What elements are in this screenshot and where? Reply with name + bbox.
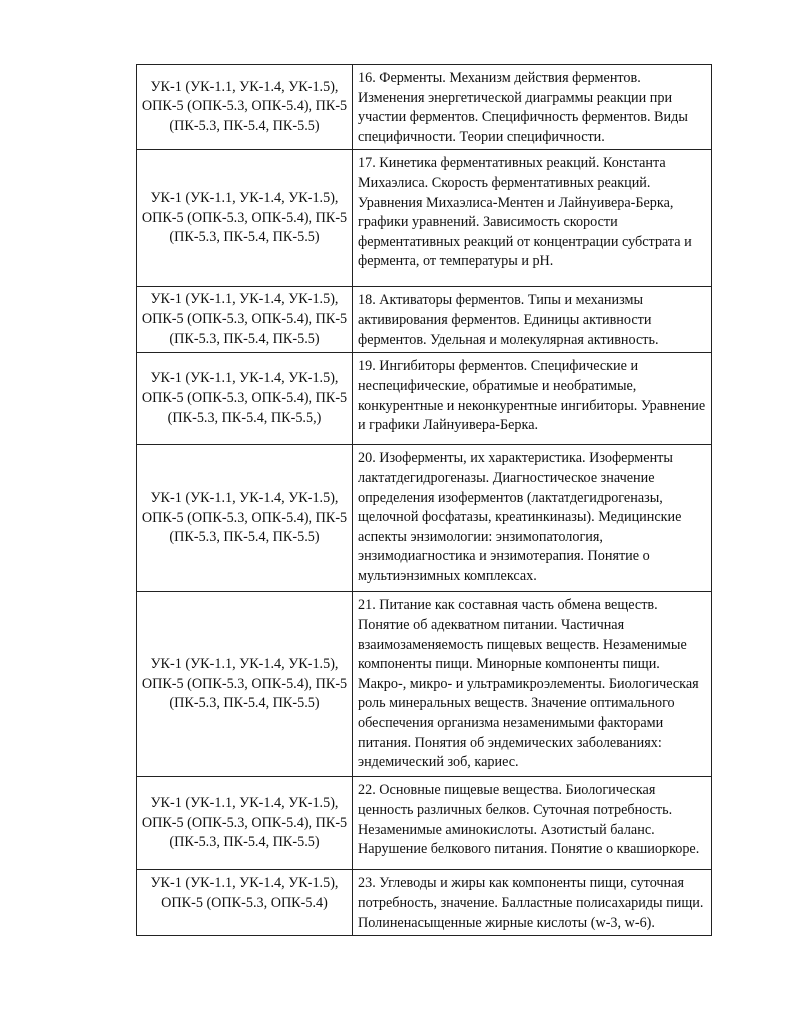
table-row: [137, 592, 712, 777]
competencies-cell: УК-1 (УК-1.1, УК-1.4, УК-1.5), ОПК-5 (ОПК-5.3, ОПК-5.4), ПК-5 (ПК-5.3, ПК-5.4, ПК-5.5): [137, 777, 353, 870]
competencies-cell: УК-1 (УК-1.1, УК-1.4, УК-1.5), ОПК-5 (ОПК-5.3, ОПК-5.4), ПК-5 (ПК-5.3, ПК-5.4, ПК-5.5): [137, 287, 353, 353]
topic-cell: 18. Активаторы ферментов. Типы и механизмы активирования ферментов. Единицы активности ферментов. Удельная и молекулярная активность.: [353, 287, 712, 353]
table-row: [137, 777, 712, 870]
table-row: [137, 870, 712, 936]
competencies-cell: УК-1 (УК-1.1, УК-1.4, УК-1.5), ОПК-5 (ОПК-5.3, ОПК-5.4), ПК-5 (ПК-5.3, ПК-5.4, ПК-5.5,): [137, 353, 353, 445]
topic-cell: 21. Питание как составная часть обмена веществ. Понятие об адекватном питании. Частичная взаимозаменяемость пищевых веществ. Незаменимые компоненты пищи. Минорные компоненты пищи. Макро-, микро- и ультрамикроэлементы. Биологическая роль минеральных веществ. Значение оптимального обеспечения организма незаменимыми факторами питания. Понятия об эндемических заболеваниях: эндемический зоб, кариес.: [353, 592, 712, 777]
competencies-cell: УК-1 (УК-1.1, УК-1.4, УК-1.5), ОПК-5 (ОПК-5.3, ОПК-5.4), ПК-5 (ПК-5.3, ПК-5.4, ПК-5.5): [137, 150, 353, 287]
topic-cell: 23. Углеводы и жиры как компоненты пищи, суточная потребность, значение. Балластные полисахариды пищи. Полиненасыщенные жирные кислоты (w-3, w-6).: [353, 870, 712, 936]
topic-cell: 16. Ферменты. Механизм действия ферментов. Изменения энергетической диаграммы реакции при участии ферментов. Специфичность ферментов. Виды специфичности. Теории специфичности.: [353, 65, 712, 150]
topics-table: [136, 64, 712, 936]
competencies-cell: УК-1 (УК-1.1, УК-1.4, УК-1.5), ОПК-5 (ОПК-5.3, ОПК-5.4), ПК-5 (ПК-5.3, ПК-5.4, ПК-5.5): [137, 65, 353, 150]
competencies-cell: УК-1 (УК-1.1, УК-1.4, УК-1.5), ОПК-5 (ОПК-5.3, ОПК-5.4): [137, 870, 353, 936]
competencies-cell: УК-1 (УК-1.1, УК-1.4, УК-1.5), ОПК-5 (ОПК-5.3, ОПК-5.4), ПК-5 (ПК-5.3, ПК-5.4, ПК-5.5): [137, 592, 353, 777]
table-row: [137, 65, 712, 150]
topic-cell: 17. Кинетика ферментативных реакций. Константа Михаэлиса. Скорость ферментативных реакций. Уравнения Михаэлиса-Ментен и Лайнуивера-Берка, графики уравнений. Зависимость скорости ферментативных реакций от концентрации субстрата и фермента, от температуры и pH.: [353, 150, 712, 287]
competencies-cell: УК-1 (УК-1.1, УК-1.4, УК-1.5), ОПК-5 (ОПК-5.3, ОПК-5.4), ПК-5 (ПК-5.3, ПК-5.4, ПК-5.5): [137, 445, 353, 592]
table-row: [137, 445, 712, 592]
topic-cell: 20. Изоферменты, их характеристика. Изоферменты лактатдегидрогеназы. Диагностическое значение определения изоферментов (лактатдегидрогеназы, щелочной фосфатазы, креатинкиназы). Медицинские аспекты энзимологии: энзимопатология, энзимодиагностика и энзимотерапия. Понятие о мультиэнзимных комплексах.: [353, 445, 712, 592]
topic-cell: 19. Ингибиторы ферментов. Специфические и неспецифические, обратимые и необратимые, конкурентные и неконкурентные ингибиторы. Уравнение и графики Лайнуивера-Берка.: [353, 353, 712, 445]
topic-cell: 22. Основные пищевые вещества. Биологическая ценность различных белков. Суточная потребность. Незаменимые аминокислоты. Азотистый баланс. Нарушение белкового питания. Понятие о квашиоркоре.: [353, 777, 712, 870]
table-row: [137, 287, 712, 353]
table-row: [137, 150, 712, 287]
table-row: [137, 353, 712, 445]
